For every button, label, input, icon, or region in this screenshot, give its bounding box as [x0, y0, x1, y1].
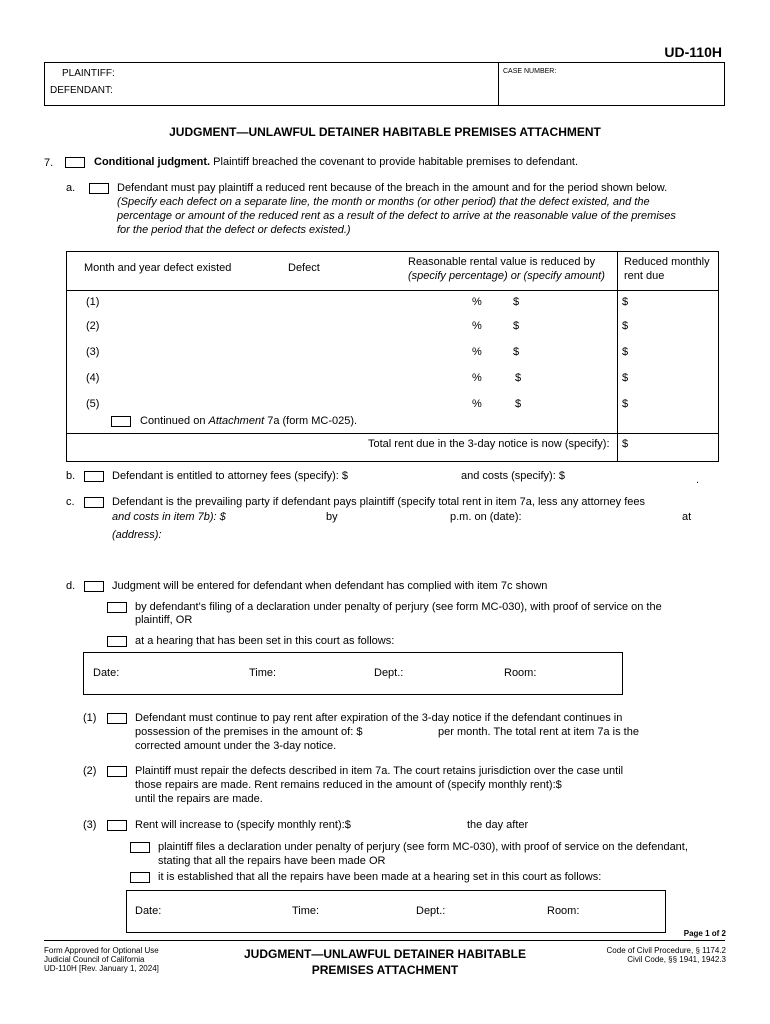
- row-amount: $: [515, 372, 522, 384]
- footer-left-3: UD-110H [Rev. January 1, 2024]: [44, 964, 159, 973]
- sub3-dept-label: Dept.:: [416, 905, 446, 917]
- item-7-text: Conditional judgment. Plaintiff breached the covenant to provide habitable premises to defendant.: [94, 156, 579, 168]
- defendant-label: DEFENDANT:: [50, 85, 113, 96]
- item-7d-opt1-line2: plaintiff, OR: [135, 614, 193, 626]
- item-7d-opt1-line1: by defendant's filing of a declaration under penalty of perjury (see form MC-030), with proof of service on the: [135, 601, 662, 613]
- footer-right-1: Code of Civil Procedure, § 1174.2: [606, 946, 726, 955]
- item-7c-address: (address):: [112, 529, 162, 541]
- sub1-line1: Defendant must continue to pay rent after expiration of the 3-day notice if the defendant continues in: [135, 712, 623, 724]
- total-rent-label: Total rent due in the 3-day notice is now (specify):: [368, 438, 610, 450]
- row-rent: $: [622, 372, 629, 384]
- row-percent: %: [472, 398, 482, 410]
- hearing-time-label: Time:: [249, 667, 277, 679]
- row-number: (4): [86, 372, 100, 384]
- sub2-line3: until the repairs are made.: [135, 793, 263, 805]
- item-7c-by: by: [326, 511, 338, 523]
- row-amount: $: [513, 296, 520, 308]
- item-7a-letter: a.: [66, 182, 76, 194]
- item-7a-checkbox[interactable]: [89, 183, 109, 194]
- sub3-time-label: Time:: [292, 905, 320, 917]
- item-7c-pm-date: p.m. on (date):: [450, 511, 522, 523]
- footer-right-2: Civil Code, §§ 1941, 1942.3: [627, 955, 726, 964]
- row-amount: $: [513, 346, 520, 358]
- sub3-opt1-line1: plaintiff files a declaration under penalty of perjury (see form MC-030), with proof of service on the defendant,: [158, 841, 688, 853]
- col-reduced-header-2: (specify percentage) or (specify amount): [408, 270, 605, 282]
- footer-left-1: Form Approved for Optional Use: [44, 946, 159, 955]
- item-7b-checkbox[interactable]: [84, 471, 104, 482]
- item-7c-at: at: [682, 511, 692, 523]
- continued-attachment-checkbox[interactable]: [111, 416, 131, 427]
- sub3-hearing-checkbox[interactable]: [130, 872, 150, 883]
- conditional-judgment-checkbox[interactable]: [65, 157, 85, 168]
- item-7d-checkbox[interactable]: [84, 581, 104, 592]
- item-7a-line4: for the period that the defect or defects existed.): [117, 224, 351, 236]
- item-7c-line2: and costs in item 7b): $: [112, 511, 226, 523]
- sub3-opt2: it is established that all the repairs have been made at a hearing set in this court as follows:: [158, 871, 602, 883]
- item-7d-hearing-checkbox[interactable]: [107, 636, 127, 647]
- case-number-label: CASE NUMBER:: [503, 68, 557, 75]
- item-7c-line1: Defendant is the prevailing party if defendant pays plaintiff (specify total rent in item 7a, less any attorney fees: [112, 496, 645, 508]
- sub2-line2: those repairs are made. Rent remains reduced in the amount of (specify monthly rent):$: [135, 779, 562, 791]
- row-rent: $: [622, 346, 629, 358]
- hearing-dept-label: Dept.:: [374, 667, 404, 679]
- sub3-after: the day after: [467, 819, 529, 831]
- item-7c-letter: c.: [66, 496, 75, 508]
- sub2-number: (2): [83, 765, 97, 777]
- item-7b-period: .: [696, 474, 700, 486]
- caption-box: [44, 62, 725, 106]
- row-amount: $: [513, 320, 520, 332]
- item-7d-opt2: at a hearing that has been set in this court as follows:: [135, 635, 395, 647]
- item-7-number: 7.: [44, 157, 54, 169]
- sub2-checkbox[interactable]: [107, 766, 127, 777]
- col-defect-header: Defect: [288, 262, 320, 274]
- col-month-header: Month and year defect existed: [84, 262, 232, 274]
- row-rent: $: [622, 320, 629, 332]
- row-percent: %: [472, 320, 482, 332]
- row-percent: %: [472, 372, 482, 384]
- total-rent-dollar: $: [622, 438, 629, 450]
- hearing-room-label: Room:: [504, 667, 537, 679]
- item-7b-text: Defendant is entitled to attorney fees (specify): $: [112, 470, 349, 482]
- continued-attachment-text: Continued on Attachment 7a (form MC-025).: [140, 415, 358, 427]
- sub3-opt1-line2: stating that all the repairs have been made OR: [158, 855, 386, 867]
- item-7a-line1: Defendant must pay plaintiff a reduced rent because of the breach in the amount and for the period shown below.: [117, 182, 668, 194]
- sub3-checkbox[interactable]: [107, 820, 127, 831]
- col-reduced-header-1: Reasonable rental value is reduced by: [408, 256, 596, 268]
- item-7d-text: Judgment will be entered for defendant when defendant has complied with item 7c shown: [112, 580, 548, 592]
- row-number: (1): [86, 296, 100, 308]
- form-id: UD-110H: [664, 44, 722, 60]
- footer-title-1: JUDGMENT—UNLAWFUL DETAINER HABITABLE: [244, 947, 526, 961]
- page-title: JUDGMENT—UNLAWFUL DETAINER HABITABLE PREMISES ATTACHMENT: [169, 125, 601, 139]
- row-rent: $: [622, 296, 629, 308]
- sub2-line1: Plaintiff must repair the defects described in item 7a. The court retains jurisdiction over the case until: [135, 765, 624, 777]
- sub1-line3: corrected amount under the 3-day notice.: [135, 740, 337, 752]
- item-7d-declaration-checkbox[interactable]: [107, 602, 127, 613]
- sub3-date-label: Date:: [135, 905, 162, 917]
- row-rent: $: [622, 398, 629, 410]
- sub1-number: (1): [83, 712, 97, 724]
- sub3-text: Rent will increase to (specify monthly rent):$: [135, 819, 351, 831]
- item-7b-letter: b.: [66, 470, 76, 482]
- sub3-number: (3): [83, 819, 97, 831]
- plaintiff-label: PLAINTIFF:: [62, 68, 115, 79]
- row-number: (2): [86, 320, 100, 332]
- sub3-declaration-checkbox[interactable]: [130, 842, 150, 853]
- sub3-room-label: Room:: [547, 905, 580, 917]
- hearing-box-7d: [83, 652, 623, 695]
- row-number: (3): [86, 346, 100, 358]
- row-amount: $: [515, 398, 522, 410]
- sub1-checkbox[interactable]: [107, 713, 127, 724]
- col-rent-header-1: Reduced monthly: [624, 256, 710, 268]
- footer-left-2: Judicial Council of California: [44, 955, 145, 964]
- col-rent-header-2: rent due: [624, 270, 665, 282]
- item-7a-line3: percentage or amount of the reduced rent as a result of the defect to arrive at the reasonable value of the premises: [117, 210, 676, 222]
- hearing-box-sub3: [126, 890, 666, 933]
- page-number: Page 1 of 2: [683, 929, 726, 938]
- sub1-line2b: per month. The total rent at item 7a is the: [438, 726, 639, 738]
- item-7a-line2: (Specify each defect on a separate line, the month or months (or other period) that the defect existed, and the: [117, 196, 650, 208]
- row-number: (5): [86, 398, 100, 410]
- hearing-date-label: Date:: [93, 667, 120, 679]
- item-7c-checkbox[interactable]: [84, 497, 104, 508]
- row-percent: %: [472, 296, 482, 308]
- item-7d-letter: d.: [66, 580, 76, 592]
- sub1-line2: possession of the premises in the amount of: $: [135, 726, 363, 738]
- row-percent: %: [472, 346, 482, 358]
- footer-title-2: PREMISES ATTACHMENT: [311, 963, 459, 977]
- item-7b-costs: and costs (specify): $: [461, 470, 565, 482]
